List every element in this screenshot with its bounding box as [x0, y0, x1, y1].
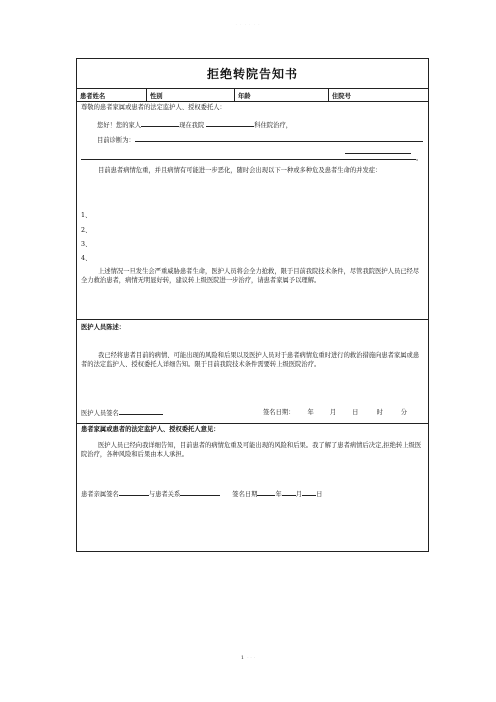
family-line-prefix: 您好！您的家人: [97, 122, 142, 129]
diagnosis-line: [97, 135, 423, 145]
form-title: 拒绝转院告知书: [77, 59, 428, 89]
family-date-day: 日: [316, 491, 323, 498]
page-header-mark: · · · · · ·: [235, 22, 261, 27]
age-field[interactable]: [235, 89, 329, 101]
diagnosis-end-mark: 。: [416, 155, 423, 162]
page-footer: [0, 655, 496, 661]
family-date-year: 年: [275, 491, 282, 498]
complication-item-1: 1、: [81, 212, 92, 219]
patient-name-label: 患者姓名: [80, 92, 106, 100]
staff-signature-blank[interactable]: [119, 408, 163, 415]
family-line-middle: 现在我院: [179, 122, 205, 129]
notice-section: [77, 102, 428, 320]
page-number: 1: [240, 655, 245, 661]
gender-field[interactable]: [147, 89, 235, 101]
patient-info-row: [77, 89, 428, 102]
age-label: 年龄: [238, 92, 251, 100]
patient-name-field[interactable]: [77, 89, 147, 101]
staff-date-line: [263, 408, 407, 417]
staff-date-day: 日: [352, 409, 359, 416]
family-opinion-heading: 患者家属或患者的法定监护人、授权委托人意见：: [81, 426, 220, 433]
family-date-label: 签名日期: [232, 491, 258, 498]
family-opinion-section: [77, 424, 428, 551]
admission-number-label: 住院号: [332, 92, 351, 100]
family-member-blank[interactable]: [141, 120, 179, 127]
family-opinion-body: 医护人员已经向我详细告知，目前患者的病情危重及可能出现的风险和后果。我了解了患者病情后决定,拒绝转上级医院治疗，各种风险和后果由本人承担。: [81, 442, 422, 459]
page-footer-mark: · · ·: [247, 655, 256, 661]
admission-number-field[interactable]: [329, 89, 428, 101]
medical-staff-statement-section: [77, 320, 428, 424]
staff-date-minute: 分: [400, 409, 408, 416]
family-day-blank[interactable]: [302, 489, 316, 496]
diagnosis-label: 目前诊断为：: [97, 137, 135, 144]
relative-signature-blank[interactable]: [119, 489, 149, 496]
department-blank[interactable]: [206, 120, 254, 127]
staff-date-month: 月: [329, 409, 337, 416]
staff-signature-line: [81, 408, 163, 418]
complication-item-3: 3、: [81, 241, 92, 248]
complication-item-4: 4、: [81, 255, 92, 262]
gender-label: 性别: [150, 92, 163, 100]
greeting-text: 尊敬的患者家属或患者的法定监护人、授权委托人：: [81, 104, 226, 111]
staff-signature-label: 医护人员签名: [81, 410, 119, 417]
family-line: [97, 120, 292, 130]
diagnosis-blank[interactable]: [135, 135, 423, 142]
family-line-suffix: 科住院治疗，: [254, 122, 293, 129]
family-year-blank[interactable]: [257, 489, 275, 496]
diagnosis-short-blank[interactable]: [345, 147, 411, 154]
family-date-month: 月: [295, 491, 303, 498]
consequence-paragraph: 上述情况一旦发生会严重威胁患者生命，医护人员将会全力抢救，限于目前我院技术条件，尽管我院医护人员已经尽全力救治患者，病情无明显好转，建议转上级医院进一步治疗，请患者家属予以理解。: [81, 268, 420, 285]
relation-label: 与患者关系: [148, 491, 181, 498]
staff-date-hour: 时: [376, 409, 383, 416]
diagnosis-short-rule: [345, 147, 411, 157]
staff-date-year: 年: [307, 409, 314, 416]
relative-signature-label: 患者亲属签名: [81, 491, 119, 498]
family-month-blank[interactable]: [282, 489, 296, 496]
family-signature-line: [81, 489, 322, 499]
refusal-transfer-form: [76, 58, 429, 552]
staff-statement-heading: 医护人员陈述：: [81, 324, 126, 331]
condition-paragraph: 目前患者病情危重，并且病情有可能进一步恶化，随时会出现以下一种或多种危及患者生命的并发症：: [98, 167, 382, 174]
staff-statement-body: 我已经将患者目前的病情、可能出现的风险和后果以及医护人员对于患者病情危重时进行的救治措施向患者家属或患者的法定监护人、授权委托人详细告知。限于目前我院技术条件需要转上级医院治疗。: [81, 352, 420, 369]
complication-item-2: 2、: [81, 227, 92, 234]
staff-date-label: 签名日期：: [263, 409, 295, 416]
relation-blank[interactable]: [180, 489, 220, 496]
